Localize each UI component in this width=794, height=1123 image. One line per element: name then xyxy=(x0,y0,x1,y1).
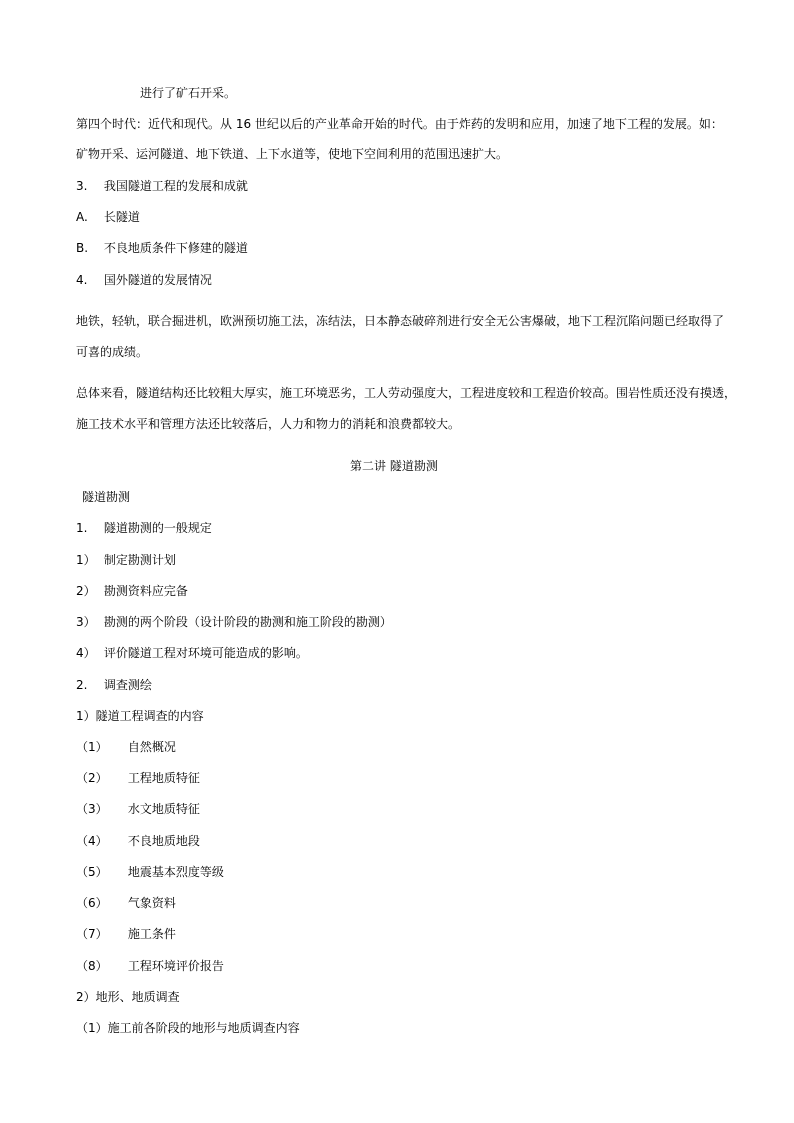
subsection-heading: 1）隧道工程调查的内容 xyxy=(76,709,204,723)
subsection-heading: 2）地形、地质调查 xyxy=(76,990,180,1004)
list-item xyxy=(76,645,308,661)
list-item-text: 不良地质地段 xyxy=(127,834,200,848)
list-item xyxy=(76,926,176,942)
era4-paragraph-line2: 矿物开采、运河隧道、地下铁道、上下水道等，使地下空间利用的范围迅速扩大。 xyxy=(76,147,509,161)
list-item xyxy=(76,895,176,911)
list-item-text: 勘测资料应完备 xyxy=(103,584,188,598)
lecture-title: 第二讲 隧道勘测 xyxy=(350,459,438,473)
list-item-text: 勘测的两个阶段（设计阶段的勘测和施工阶段的勘测） xyxy=(103,615,392,629)
list-item-text: 工程环境评价报告 xyxy=(127,959,224,973)
list-item xyxy=(76,801,200,817)
section-title: 调查测绘 xyxy=(103,678,152,692)
foreign-paragraph-line2: 可喜的成绩。 xyxy=(76,345,149,359)
list-item xyxy=(76,583,188,599)
list-item xyxy=(76,739,176,755)
summary-paragraph-line2: 施工技术水平和管理方法还比较落后，人力和物力的消耗和浪费都较大。 xyxy=(76,417,461,431)
list-item-marker: （3） xyxy=(76,802,108,816)
list-item-marker: 3） xyxy=(76,615,96,629)
section-3-heading xyxy=(76,178,248,194)
list-item xyxy=(76,958,224,974)
section-number: 3. xyxy=(76,179,88,193)
list-item-marker: （8） xyxy=(76,959,108,973)
list-item-marker: （5） xyxy=(76,865,108,879)
list-item-marker: A. xyxy=(76,210,88,224)
list-item-text: 水文地质特征 xyxy=(127,802,200,816)
survey-heading: 隧道勘测 xyxy=(82,490,131,504)
summary-paragraph-line1: 总体来看，隧道结构还比较粗大厚实，施工环境恶劣，工人劳动强度大，工程进度较和工程造价较高。围岩性质还没有摸透， xyxy=(76,386,737,400)
list-item xyxy=(76,833,200,849)
list-item-text: 评价隧道工程对环境可能造成的影响。 xyxy=(103,646,308,660)
intro-continuation: 进行了矿石开采。 xyxy=(140,86,237,100)
section-4-heading xyxy=(76,272,212,288)
list-item-text: 自然概况 xyxy=(127,740,176,754)
section-number: 1. xyxy=(76,521,88,535)
list-item-marker: （7） xyxy=(76,927,108,941)
sub-item: （1）施工前各阶段的地形与地质调查内容 xyxy=(76,1021,300,1035)
list-item-marker: （1） xyxy=(76,740,108,754)
list-item-text: 地震基本烈度等级 xyxy=(127,865,224,879)
list-item-marker: （2） xyxy=(76,771,108,785)
section-title: 我国隧道工程的发展和成就 xyxy=(103,179,248,193)
list-item-marker: 2） xyxy=(76,584,96,598)
section-number: 2. xyxy=(76,678,88,692)
list-item xyxy=(76,552,176,568)
list-item-marker: （6） xyxy=(76,896,108,910)
section-2-heading xyxy=(76,677,152,693)
list-item xyxy=(76,240,248,256)
list-item-text: 不良地质条件下修建的隧道 xyxy=(103,241,248,255)
list-item-text: 气象资料 xyxy=(127,896,176,910)
list-item-marker: 1） xyxy=(76,553,96,567)
list-item xyxy=(76,770,200,786)
list-item-text: 工程地质特征 xyxy=(127,771,200,785)
list-item-marker: B. xyxy=(76,241,89,255)
era4-paragraph-line1: 第四个时代：近代和现代。从 16 世纪以后的产业革命开始的时代。由于炸药的发明和应用，加速了地下工程的发展。如： xyxy=(76,117,723,131)
list-item-text: 施工条件 xyxy=(127,927,176,941)
foreign-paragraph-line1: 地铁，轻轨，联合掘进机，欧洲预切施工法，冻结法，日本静态破碎剂进行安全无公害爆破，地下工程沉陷问题已经取得了 xyxy=(76,314,725,328)
list-item-marker: 4） xyxy=(76,646,96,660)
list-item-marker: （4） xyxy=(76,834,108,848)
section-1-heading xyxy=(76,520,212,536)
list-item xyxy=(76,864,224,880)
section-number: 4. xyxy=(76,273,88,287)
list-item xyxy=(76,209,140,225)
section-title: 国外隧道的发展情况 xyxy=(103,273,212,287)
list-item-text: 长隧道 xyxy=(103,210,140,224)
section-title: 隧道勘测的一般规定 xyxy=(103,521,212,535)
list-item xyxy=(76,614,392,630)
list-item-text: 制定勘测计划 xyxy=(103,553,176,567)
